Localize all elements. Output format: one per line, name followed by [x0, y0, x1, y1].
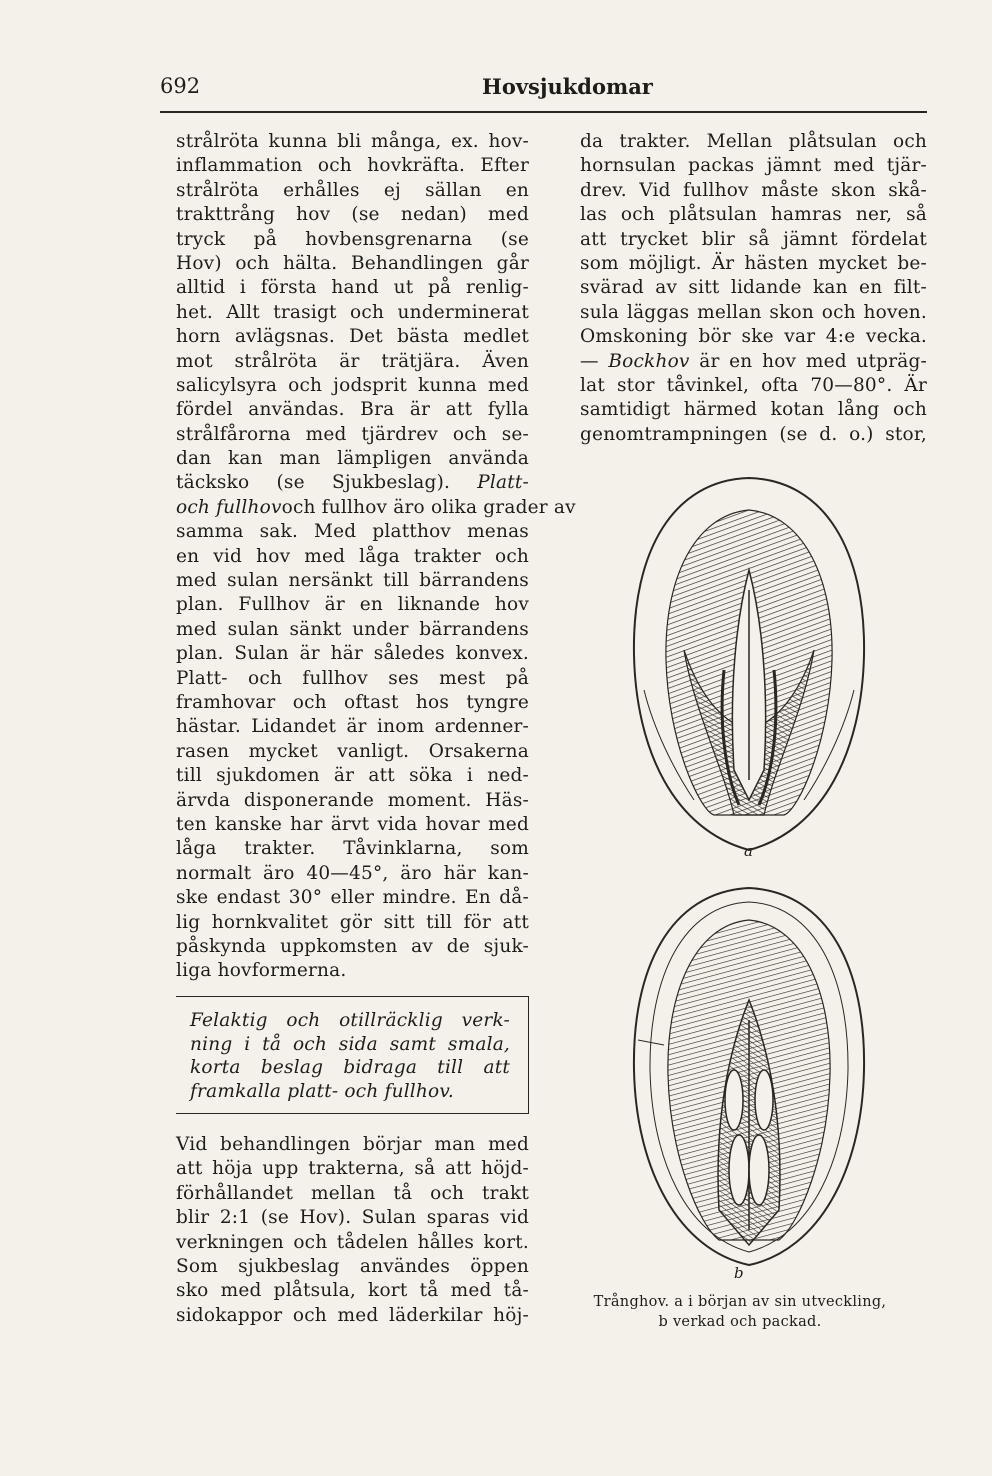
text-line-mixed	[176, 496, 576, 520]
text-line: låga trakter. Tåvinklarna, som	[176, 838, 529, 860]
text-line: Hov) och hälta. Behandlingen går	[176, 252, 529, 274]
note-line: ning i tå och sida samt smala,	[190, 1033, 510, 1055]
text-line-mixed	[176, 471, 529, 495]
text-line: sula läggas mellan skon och hoven.	[580, 301, 927, 323]
text-line: horn avlägsnas. Det bästa medlet	[176, 326, 529, 348]
text-line: blir 2:1 (se Hov). Sulan sparas vid	[176, 1207, 529, 1229]
text-line: alltid i första hand ut på renlig-	[176, 277, 529, 299]
text-line: liga hovformerna.	[176, 960, 347, 982]
boxed-note-text	[190, 1009, 510, 1103]
text-line: verkningen och tådelen hålles kort.	[176, 1231, 529, 1253]
text-line: mot strålröta är trätjära. Även	[176, 350, 529, 372]
boxed-note	[176, 996, 529, 1114]
text-line: genomtrampningen (se d. o.) stor,	[580, 423, 927, 445]
note-line: korta beslag bidraga till att	[190, 1057, 510, 1078]
text-line: med sulan nersänkt till bärrandens	[176, 570, 529, 592]
text-line: tryck på hovbensgrenarna (se	[176, 228, 529, 250]
text-line: lig hornkvalitet gör sitt till för att	[176, 911, 529, 933]
text-line: sidokappor och med läderkilar höj-	[176, 1304, 529, 1326]
page-number: 692	[160, 74, 201, 98]
text-line: plan. Fullhov är en liknande hov	[176, 594, 529, 616]
text-run: —	[580, 350, 609, 372]
text-run: och fullhov äro olika grader av	[281, 496, 576, 518]
text-line: strålröta erhålles ej sällan en	[176, 179, 529, 201]
text-line: svärad av sitt lidande kan en filt-	[580, 277, 927, 299]
text-line: rasen mycket vanligt. Orsakerna	[176, 740, 529, 762]
italic-term: och fullhov	[176, 496, 282, 518]
hoof-illustration-b	[624, 880, 874, 1280]
hoof-illustration-a	[624, 470, 874, 865]
note-line: Felaktig och otillräcklig verk-	[190, 1010, 510, 1031]
text-line: trakttrång hov (se nedan) med	[176, 204, 529, 226]
text-line: Vid behandlingen börjar man med	[176, 1134, 529, 1155]
figure-label-b: b	[734, 1264, 744, 1282]
figure-label-a: a	[744, 842, 753, 860]
left-column-bottom-text	[176, 1133, 529, 1328]
caption-line: Trånghov. a i början av sin utveckling,	[593, 1294, 887, 1310]
text-line: da trakter. Mellan plåtsulan och	[580, 131, 927, 152]
text-run: är en hov med utpräg-	[689, 350, 927, 372]
text-line: samma sak. Med platthov menas	[176, 521, 529, 543]
text-line: Platt- och fullhov ses mest på	[176, 667, 529, 689]
text-line: Som sjukbeslag användes öppen	[176, 1255, 529, 1277]
text-line: strålfårorna med tjärdrev och se-	[176, 423, 529, 445]
text-run: täcksko (se Sjukbeslag).	[176, 472, 478, 494]
text-line: strålröta kunna bli många, ex. hov-	[176, 131, 529, 152]
text-line: att trycket blir så jämnt fördelat	[580, 228, 927, 250]
text-line: drev. Vid fullhov måste skon skå-	[580, 179, 927, 201]
text-line: fördel användas. Bra är att fylla	[176, 399, 529, 421]
text-line: hornsulan packas jämnt med tjär-	[580, 155, 927, 177]
text-line: att höja upp trakterna, så att höjd-	[176, 1158, 529, 1180]
text-line: salicylsyra och jodsprit kunna med	[176, 374, 529, 396]
text-line: inflammation och hovkräfta. Efter	[176, 155, 529, 177]
text-line: en vid hov med låga trakter och	[176, 545, 529, 567]
text-line: las och plåtsulan hamras ner, så	[580, 204, 927, 226]
text-line: Omskoning bör ske var 4:e vecka.	[580, 326, 927, 348]
right-column-text	[580, 130, 927, 447]
note-line: framkalla platt- och fullhov.	[190, 1080, 454, 1102]
text-line: ärvda disponerande moment. Häs-	[176, 789, 529, 811]
text-line: påskynda uppkomsten av de sjuk-	[176, 935, 529, 957]
italic-term: Platt-	[477, 472, 529, 494]
text-line: lat stor tåvinkel, ofta 70—80°. Är	[580, 374, 927, 396]
figure-caption	[560, 1292, 920, 1332]
text-line: normalt äro 40—45°, äro här kan-	[176, 862, 529, 884]
italic-term: Bockhov	[608, 350, 690, 372]
text-line: ske endast 30° eller mindre. En då-	[176, 887, 529, 909]
caption-line: b verkad och packad.	[658, 1314, 822, 1330]
text-line: hästar. Lidandet är inom ardenner-	[176, 716, 529, 738]
text-line: framhovar och oftast hos tyngre	[176, 691, 529, 713]
text-line: sko med plåtsula, kort tå med tå-	[176, 1280, 529, 1302]
text-line: het. Allt trasigt och underminerat	[176, 301, 529, 323]
header-rule	[160, 111, 927, 113]
text-line: dan kan man lämpligen använda	[176, 448, 529, 470]
text-line: förhållandet mellan tå och trakt	[176, 1182, 529, 1204]
running-head: Hovsjukdomar	[482, 74, 653, 99]
text-line-mixed	[580, 350, 927, 374]
text-line: med sulan sänkt under bärrandens	[176, 618, 529, 640]
text-line: som möjligt. Är hästen mycket be-	[580, 252, 927, 274]
text-line: plan. Sulan är här således konvex.	[176, 643, 529, 665]
text-line: samtidigt härmed kotan lång och	[580, 399, 927, 421]
text-line: ten kanske har ärvt vida hovar med	[176, 813, 529, 835]
left-column-text	[176, 130, 576, 984]
text-line: till sjukdomen är att söka i ned-	[176, 765, 529, 787]
